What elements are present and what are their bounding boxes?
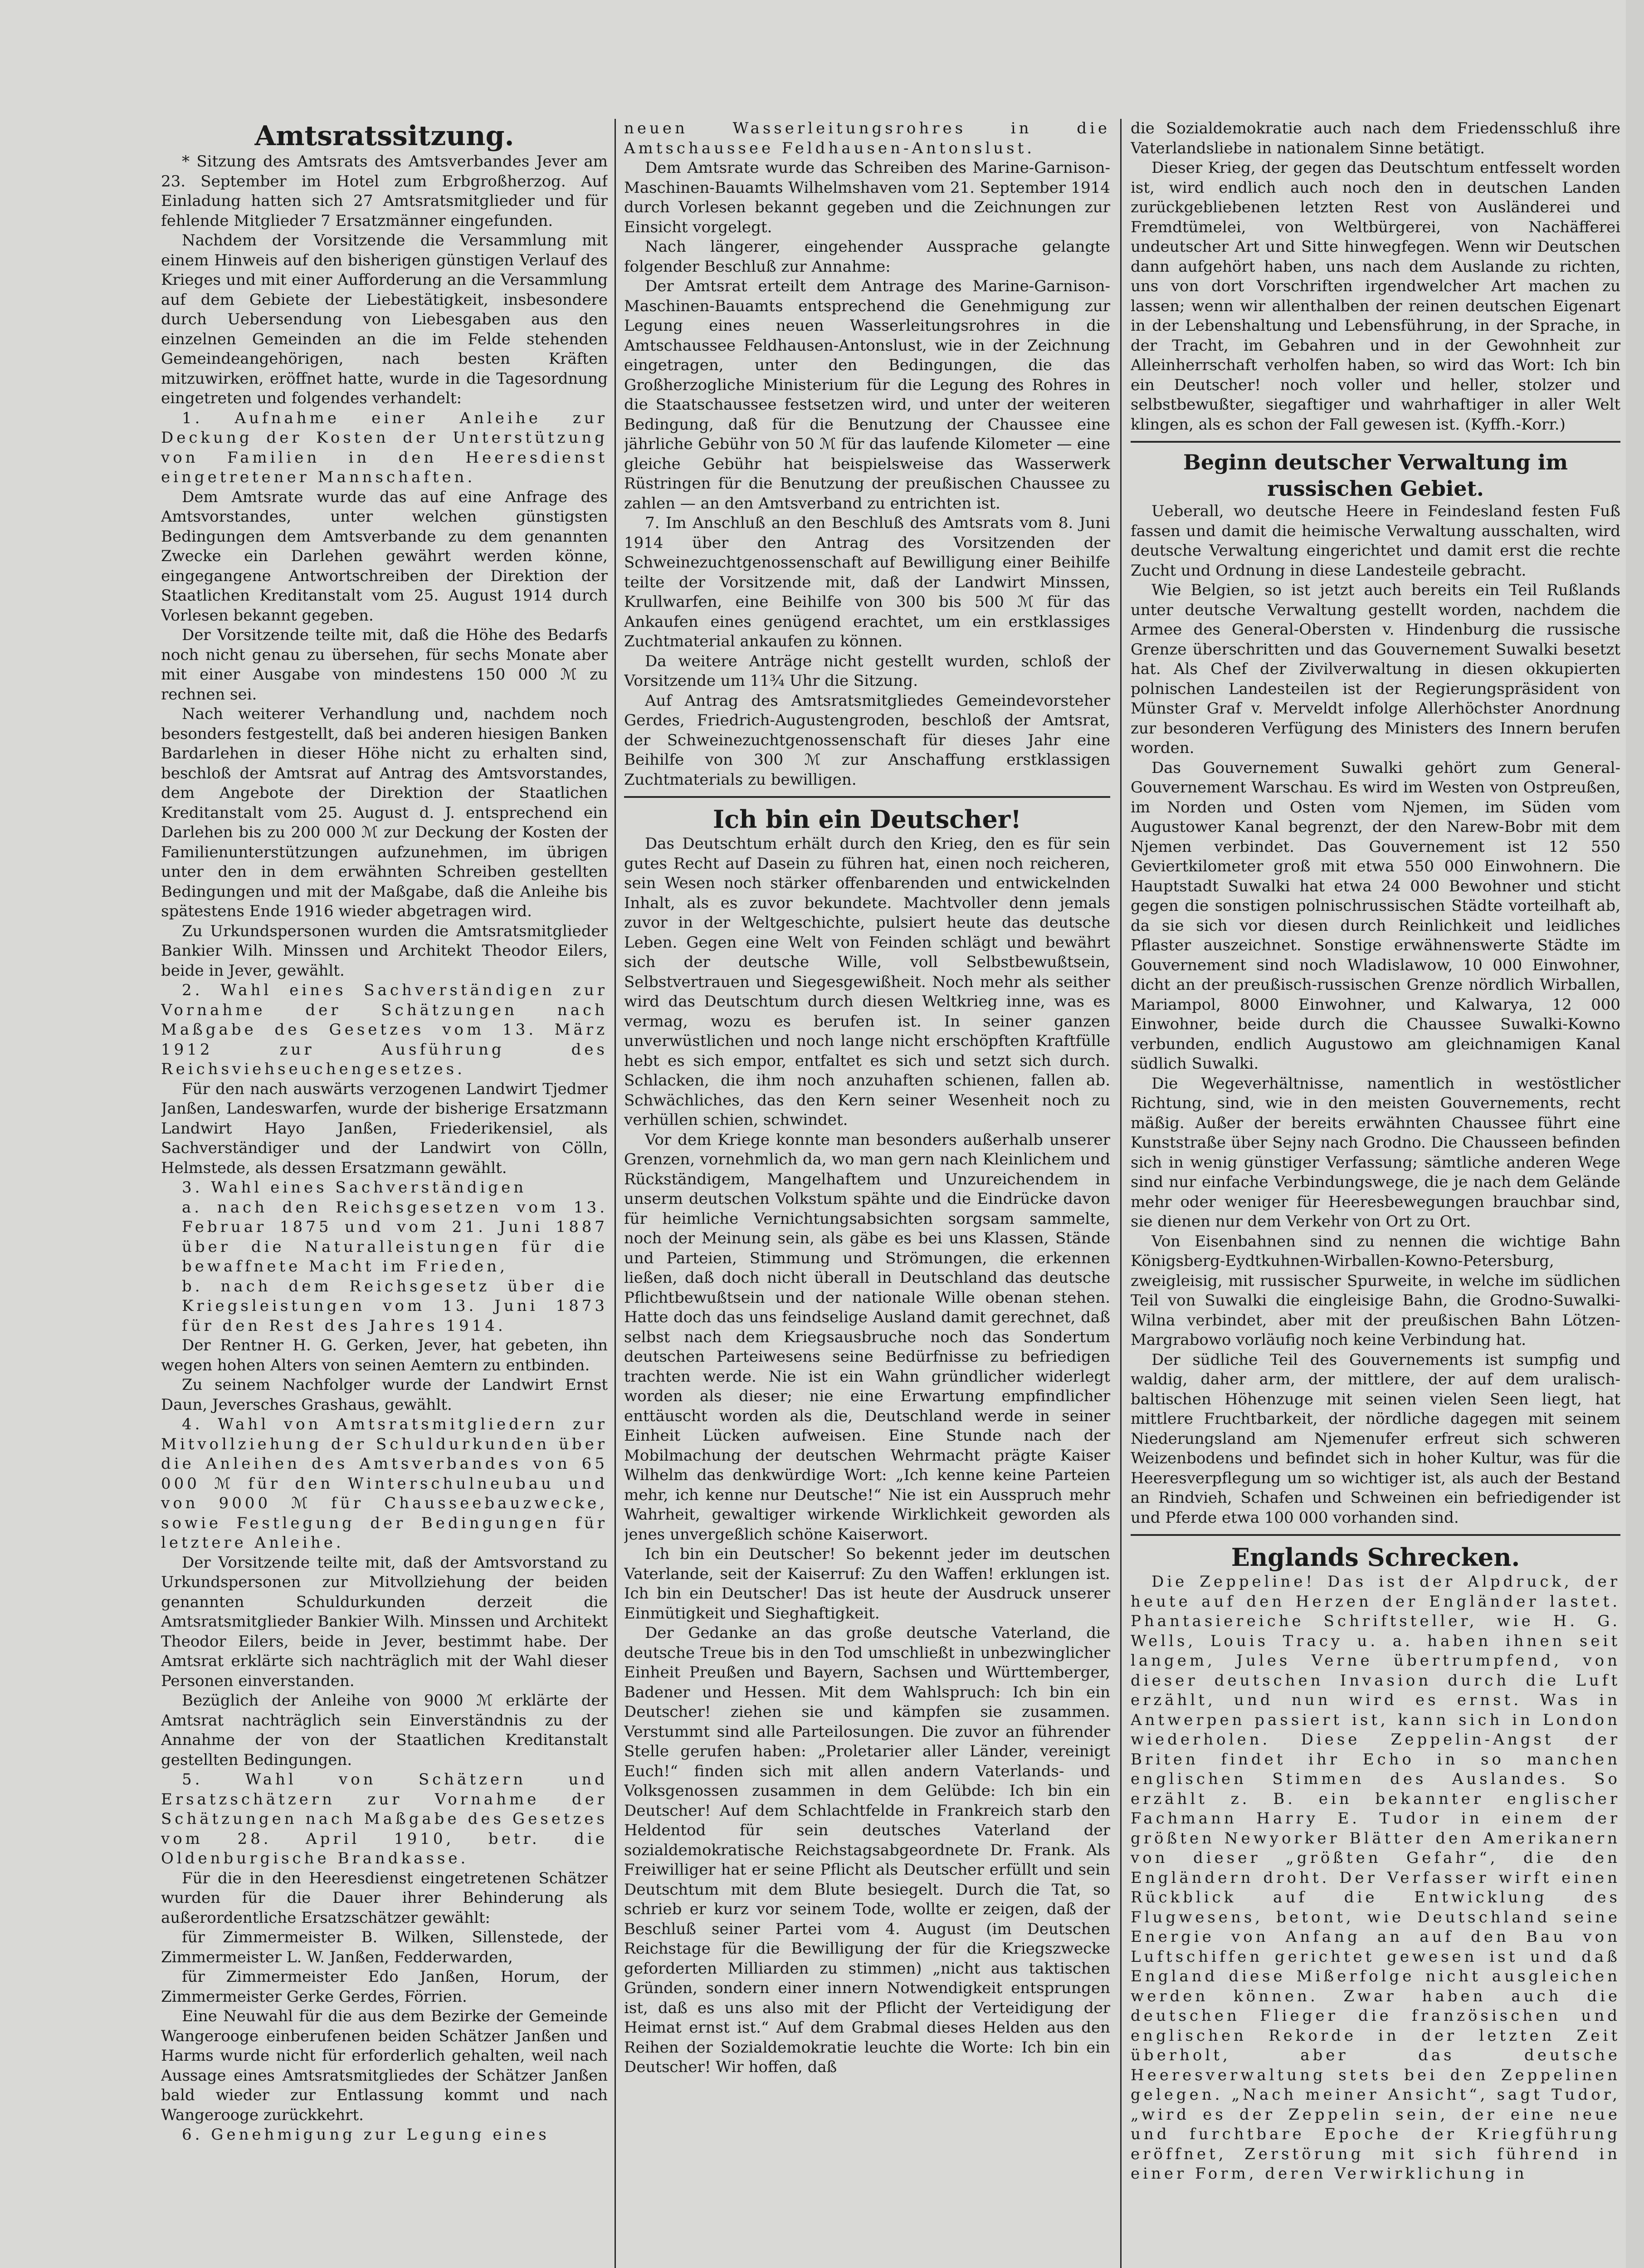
article-title-beginn-deutscher-verwaltung: Beginn deutscher Verwaltung im russischen Gebiet.: [1183, 450, 1568, 501]
paragraph: Wie Belgien, so ist jetzt auch bereits ein Teil Rußlands unter deutsche Verwaltung gestellt worden, nachdem die Armee des General-Obersten v. Hindenburg die russische Grenze überschritten und das Gouvernement Suwalki besetzt hat. Als Chef der Zivilverwaltung in diesen okkupierten polnischen Landesteilen ist der Regierungspräsident von Münster Graf v. Merveldt infolge Allerhöchster Anordnung zur besonderen Verfügung des Ministers des Innern berufen worden.: [1131, 581, 1620, 757]
paragraph: Für den nach auswärts verzogenen Landwirt Tjedmer Janßen, Landeswarfen, wurde der bisherige Ersatzmann Landwirt Hayo Janßen, Friederikensiel, als Sachverständiger und der Landwirt von Cölln, Helmstede, als dessen Ersatzmann gewählt.: [161, 1080, 608, 1177]
paragraph: Auf Antrag des Amtsratsmitgliedes Gemeindevorsteher Gerdes, Friedrich-Augustengroden, beschloß der Amtsrat, der Schweinezuchtgenossenschaft für dieses Jahr eine Beihilfe von 300 ℳ zur Anschaffung erstklassigen Zuchtmaterials zu bewilligen.: [624, 691, 1110, 789]
paragraph: Der Vorsitzende teilte mit, daß der Amtsvorstand zu Urkundspersonen zur Mitvollziehung der beiden genannten Schuldurkunden derzeit die Amtsratsmitglieder Bankier Wilh. Minssen und Architekt Theodor Eilers, beide in Jever, bestimmt habe. Der Amtsrat erklärte sich nachträglich mit der Wahl dieser Personen einverstanden.: [161, 1553, 608, 1690]
paragraph: Das Deutschtum erhält durch den Krieg, den es für sein gutes Recht auf Dasein zu führen hat, einen noch reicheren, sein Wesen noch stärker offenbarenden und entwickelnden Inhalt, als es zuvor bekundete. Machtvoller denn jemals zuvor in der Weltgeschichte, pulsiert heute das deutsche Leben. Gegen eine Welt von Feinden schlägt und bewährt sich der deutsche Wille, voll Selbstbewußtsein, Selbstvertrauen und Siegesgewißheit. Noch mehr als seither wird das Deutschtum durch diesen Weltkrieg inne, was es vermag, wozu es berufen ist. In seiner ganzen unverwüstlichen und noch lange nicht erschöpften Kraftfülle hebt es sich empor, entfaltet es sich und setzt sich durch. Schlacken, die ihm noch anzuhaften schienen, fallen ab. Schwächliches, das den Kern seiner Wesenheit noch zu verhüllen schien, schwindet.: [624, 835, 1110, 1129]
paragraph: Dieser Krieg, der gegen das Deutschtum entfesselt worden ist, wird endlich auch noch den in deutschen Landen zurückgebliebenen letzten Rest von Ausländerei und Fremdtümelei, von Weltbürgerei, von Nachäfferei undeutscher Art und Sitte hinwegfegen. Wenn wir Deutschen dann aufgehört haben, uns nach dem Auslande zu richten, uns von dort Vorschriften irgendwelcher Art machen zu lassen; wenn wir allenthalben der reinen deutschen Eigenart in der Lebenshaltung und Lebensführung, in der Sprache, in der Tracht, im Gebahren und in der Gewohnheit zur Alleinherrschaft verholfen haben, so wird das Wort: Ich bin ein Deutscher! noch voller und heller, stolzer und selbstbewußter, siegaftiger und wahrhaftiger in aller Welt klingen, als es schon der Fall gewesen ist. (Kyffh.-Korr.): [1131, 159, 1620, 434]
article-title-ich-bin-ein-deutscher: Ich bin ein Deutscher!: [713, 805, 1021, 834]
paragraph: Von Eisenbahnen sind zu nennen die wichtige Bahn Königsberg-Eydtkuhnen-Wirballen-Kowno-Petersburg, zweigleisig, mit russischer Spurweite, in welche im südlichen Teil von Suwalki die eingleisige Bahn, die Grodno-Suwalki-Wilna verbindet, aber mit der preußischen Bahn Lötzen-Margrabowo vorläufig noch keine Verbindung hat.: [1131, 1232, 1620, 1349]
paragraph: neuen Wasserleitungsrohres in die Amtschaussee Feldhausen-Antonslust.: [624, 119, 1110, 157]
column-2: [624, 119, 1110, 2268]
column-divider: [615, 119, 616, 2268]
article-title-englands-schrecken: Englands Schrecken.: [1231, 1543, 1520, 1572]
paragraph: Nachdem der Vorsitzende die Versammlung mit einem Hinweis auf den bisherigen günstigen Verlauf des Krieges und mit einer Aufforderung an die Versammlung auf dem Gebiete der Liebestätigkeit, insbesondere durch Uebersendung von Liebesgaben aus den einzelnen Gemeinden an die im Felde stehenden Gemeindeangehörigen, nach besten Kräften mitzuwirken, eröffnet hatte, wurde in die Tagesordnung eingetreten und folgendes verhandelt:: [161, 231, 608, 407]
paragraph: Zu seinem Nachfolger wurde der Landwirt Ernst Daun, Jeversches Grashaus, gewählt.: [161, 1376, 608, 1414]
paragraph: Nach längerer, eingehender Aussprache gelangte folgender Beschluß zur Annahme:: [624, 238, 1110, 276]
paragraph: 4. Wahl von Amtsratsmitgliedern zur Mitvollziehung der Schuldurkunden über die Anleihen des Amtsverbandes von 65 000 ℳ für den Winterschulneubau und von 9000 ℳ für Chausseebauzwecke, sowie Festlegung der Bedingungen für letztere Anleihe.: [161, 1415, 608, 1552]
paragraph: Eine Neuwahl für die aus dem Bezirke der Gemeinde Wangerooge einberufenen beiden Schätzer Janßen und Harms wurde nicht für erforderlich gehalten, weil nach Aussage eines Amtsratsmitgliedes der Schätzer Janßen bald wieder zur Entlassung kommt und nach Wangerooge zurückkehrt.: [161, 2007, 608, 2124]
paragraph: Dem Amtsrate wurde das Schreiben des Marine-Garnison-Maschinen-Bauamts Wilhelmshaven vom 21. September 1914 durch Vorlesen bekannt gegeben und die Zeichnungen zur Einsicht vorgelegt.: [624, 159, 1110, 236]
paragraph: 6. Genehmigung zur Legung eines: [182, 2126, 550, 2144]
paragraph: 5. Wahl von Schätzern und Ersatzschätzern zur Vornahme der Schätzungen nach Maßgabe des Gesetzes vom 28. April 1910, betr. die Oldenburgische Brandkasse.: [161, 1770, 608, 1867]
paragraph: Ueberall, wo deutsche Heere in Feindesland festen Fuß fassen und damit die heimische Verwaltung ausschalten, wird deutsche Verwaltung eingerichtet und damit erst die rechte Zucht und Ordnung in diese Landesteile gebracht.: [1131, 502, 1620, 580]
paragraph: Die Zeppeline! Das ist der Alpdruck, der heute auf den Herzen der Engländer lastet. Phantasiereiche Schriftsteller, wie H. G. Wells, Louis Tracy u. a. haben ihnen seit langem, Jules Verne übertrumpfend, von dieser deutschen Invasion durch die Luft erzählt, und nun wird es ernst. Was in Antwerpen passiert ist, kann sich in London wiederholen. Diese Zeppelin-Angst der Briten findet ihr Echo in so manchen englischen Stimmen des Auslandes. So erzählt z. B. ein bekannter englischer Fachmann Harry E. Tudor in einem der größten Newyorker Blätter den Amerikanern von dieser „größten Gefahr“, die den Engländern droht. Der Verfasser wirft einen Rückblick auf die Entwicklung des Flugwesens, betont, wie Deutschland seine Energie von Anfang an auf den Bau von Luftschiffen gerichtet gewesen ist und daß England diese Mißerfolge nicht ausgleichen werden können. Zwar haben auch die deutschen Flieger die französischen und englischen Rekorde in der letzten Zeit überholt, aber das deutsche Heeresverwaltung stets bei den Zeppelinen gelegen. „Nach meiner Ansicht“, sagt Tudor, „wird es der Zeppelin sein, der eine neue und furchtbare Epoche der Kriegführung eröffnet, Zerstörung mit sich führend in einer Form, deren Verwirklichung in: [1131, 1573, 1620, 2183]
paragraph: Die Wegeverhältnisse, namentlich in westöstlicher Richtung, sind, wie in den meisten Gouvernements, recht mäßig. Außer der bereits erwähnten Chaussee führt eine Kunststraße über Sejny nach Grodno. Die Chausseen befinden sich in wenig günstiger Verfassung; sämtliche anderen Wege sind nur einfache Verbindungswege, die je nach dem Gelände mehr oder weniger für Heeresbewegungen brauchbar sind, sie dienen nur dem Verkehr von Ort zu Ort.: [1131, 1074, 1620, 1231]
paragraph: Zu Urkundspersonen wurden die Amtsratsmitglieder Bankier Wilh. Minssen und Architekt Theodor Eilers, beide in Jever, gewählt.: [161, 922, 608, 980]
paragraph: Bezüglich der Anleihe von 9000 ℳ erklärte der Amtsrat nachträglich sein Einverständnis zu der Annahme der von der Staatlichen Kreditanstalt gestellten Bedingungen.: [161, 1691, 608, 1769]
paragraph: 2. Wahl eines Sachverständigen zur Vornahme der Schätzungen nach Maßgabe des Gesetzes vom 13. März 1912 zur Ausführung des Reichsviehseuchengesetzes.: [161, 981, 608, 1078]
column-divider: [1120, 119, 1122, 2268]
paragraph: 1. Aufnahme einer Anleihe zur Deckung der Kosten der Unterstützung von Familien in den Heeresdienst eingetretener Mannschaften.: [161, 409, 608, 486]
paragraph: die Sozialdemokratie auch nach dem Friedensschluß ihre Vaterlandsliebe in nationalem Sinne betätigt.: [1131, 119, 1620, 157]
column-3: [1131, 119, 1620, 2268]
article-title-amtsratssitzung: Amtsratssitzung.: [254, 120, 514, 152]
paragraph: Dem Amtsrate wurde das auf eine Anfrage des Amtsvorstandes, unter welchen günstigsten Bedingungen dem Amtsverbande zu dem genannten Zwecke ein Darlehen gewährt werden könne, eingegangene Antwortschreiben der Direktion der Staatlichen Kreditanstalt vom 25. August 1914 durch Vorlesen bekannt gegeben.: [161, 488, 608, 625]
paragraph: 3. Wahl eines Sachverständigen: [182, 1178, 527, 1197]
paragraph: Ich bin ein Deutscher! So bekennt jeder im deutschen Vaterlande, seit der Kaiserruf: Zu den Waffen! erklungen ist. Ich bin ein Deutscher! Das ist heute der Ausdruck unserer Einmütigkeit und Sieghaftigkeit.: [624, 1545, 1110, 1623]
section-rule: [1131, 1534, 1620, 1536]
paragraph: Das Gouvernement Suwalki gehört zum General-Gouvernement Warschau. Es wird im Westen von Ostpreußen, im Norden und Osten vom Njemen, im Süden vom Augustower Kanal begrenzt, der den Narew-Bobr mit dem Njemen verbindet. Das Gouvernement ist 12 550 Geviertkilometer groß mit etwa 550 000 Einwohnern. Die Hauptstadt Suwalki hat etwa 24 000 Bewohner und sticht gegen die sonstigen polnischrussischen Städte vorteilhaft ab, da sie sich vor diesen durch Reinlichkeit und leidliches Pflaster auszeichnet. Sonstige erwähnenswerte Städte im Gouvernement sind noch Wladislawow, 10 000 Einwohner, dicht an der preußisch-russischen Grenze nördlich Wirballen, Mariampol, 8000 Einwohner, und Kalwarya, 12 000 Einwohner, beide durch die Chaussee Suwalki-Kowno verbunden, endlich Augustowo am gleichnamigen Kanal südlich Suwalki.: [1131, 758, 1620, 1073]
section-rule: [624, 796, 1110, 798]
paragraph: Da weitere Anträge nicht gestellt wurden, schloß der Vorsitzende um 11¾ Uhr die Sitzung.: [624, 652, 1110, 690]
paragraph: Der Gedanke an das große deutsche Vaterland, die deutsche Treue bis in den Tod umschließt in unbezwinglicher Einheit Preußen und Bayern, Sachsen und Württemberger, Badener und Hessen. Mit dem Wahlspruch: Ich bin ein Deutscher! ziehen sie und kämpfen sie zusammen. Verstummt sind alle Parteilosungen. Die zuvor an führender Stelle gerufen haben: „Proletarier aller Länder, vereinigt Euch!“ finden sich mit allen andern Vaterlands- und Volksgenossen zusammen in dem Gelübde: Ich bin ein Deutscher! Auf dem Schlachtfelde in Frankreich starb den Heldentod für sein deutsches Vaterland der sozialdemokratische Reichstagsabgeordnete Dr. Frank. Als Freiwilliger hat er seine Pflicht als Deutscher erfüllt und sein Deutschtum mit dem Blute besiegelt. Durch die Tat, so schrieb er kurz vor seinem Tode, wollte er zeigen, daß der Beschluß seiner Partei vom 4. August (im Deutschen Reichstage für die Bewilligung der für die Kriegszwecke geforderten Milliarden zu stimmen) „nicht aus taktischen Gründen, sondern einer innern Notwendigkeit entsprungen ist, daß es uns also mit der Pflicht der Verteidigung der Heimat ernst ist.“ Auf dem Grabmal dieses Helden aus den Reihen der Sozialdemokratie leuchte die Worte: Ich bin ein Deutscher! Wir hoffen, daß: [624, 1624, 1110, 2076]
paragraph: Nach weiterer Verhandlung und, nachdem noch besonders festgestellt, daß bei anderen hiesigen Banken Bardarlehen in dieser Höhe nicht zu erhalten sind, beschloß der Amtsrat auf Antrag des Amtsvorstandes, dem Angebote der Direktion der Staatlichen Kreditanstalt vom 25. August d. J. entsprechend ein Darlehen bis zu 200 000 ℳ zur Deckung der Kosten der Familienunterstützungen aufzunehmen, im übrigen unter den in dem erwähnten Schreiben gestellten Bedingungen und mit der Maßgabe, daß die Anleihe bis spätestens Ende 1916 wieder abgetragen wird.: [161, 705, 608, 920]
paragraph: Der Rentner H. G. Gerken, Jever, hat gebeten, ihn wegen hohen Alters von seinen Aemtern zu entbinden.: [161, 1336, 608, 1374]
paragraph: Der südliche Teil des Gouvernements ist sumpfig und waldig, daher arm, der mittlere, der auf dem uralisch-baltischen Höhenzuge mit seinen vielen Seen liegt, hat mittlere Fruchtbarkeit, der nördliche dagegen mit seinem Niederungsland am Njemenufer erfreut sich schweren Weizenbodens und befindet sich in hoher Kultur, was für die Heeresverpflegung um so wichtiger ist, als auch der Bestand an Rindvieh, Schafen und Schweinen ein befriedigender ist und Pferde etwa 100 000 vorhanden sind.: [1131, 1350, 1620, 1527]
paragraph: Der Vorsitzende teilte mit, daß die Höhe des Bedarfs noch nicht genau zu übersehen, für sechs Monate aber mit einer Ausgabe von mindestens 150 000 ℳ zu rechnen sei.: [161, 626, 608, 704]
paragraph: 7. Im Anschluß an den Beschluß des Amtsrats vom 8. Juni 1914 über den Antrag des Vorsitzenden der Schweinezuchtgenossenschaft auf Bewilligung einer Beihilfe teilte der Vorsitzende mit, daß der Landwirt Minssen, Krullwarfen, eine Beihilfe von 300 bis 500 ℳ für das Ankaufen eines genügend erachtet, um ein erstklassiges Zuchtmaterial ankaufen zu können.: [624, 514, 1110, 650]
page-edge: [1626, 0, 1644, 2268]
paragraph: a. nach den Reichsgesetzen vom 13. Februar 1875 und vom 21. Juni 1887 über die Naturalleistungen für die bewaffnete Macht im Frieden,: [182, 1198, 608, 1276]
paragraph: für Zimmermeister Edo Janßen, Horum, der Zimmermeister Gerke Gerdes, Förrien.: [161, 1968, 608, 2006]
paragraph: Vor dem Kriege konnte man besonders außerhalb unserer Grenzen, vornehmlich da, wo man gern nach Kleinlichem und Rückständigem, Mangelhaftem und Unzureichendem in unserm deutschen Volkstum spähte und die Eindrücke davon für heimliche Vernichtungsabsichten sorgsam sammelte, noch der Meinung sein, als gäbe es bei uns Klassen, Stände und Parteien, Stimmung und Strömungen, die erkennen ließen, daß doch nicht überall in Deutschland das deutsche Pflichtbewußtsein und der nationale Wille obenan stehen. Hatte doch das uns feindselige Ausland damit gerechnet, daß selbst nach dem Kriegsausbruche noch das Sondertum deutschen Parteiwesens seine Bedürfnisse zu befriedigen trachten werde. Nie ist ein Wahn gründlicher widerlegt worden als dieser; nie eine Erwartung empfindlicher enttäuscht worden als die, Deutschland werde in seiner Einheit Lücken aufweisen. Eine Stunde nach der Mobilmachung der deutschen Wehrmacht prägte Kaiser Wilhelm das denkwürdige Wort: „Ich kenne keine Parteien mehr, ich kenne nur Deutsche!“ Nie ist ein Ausspruch mehr Wahrheit, gewaltiger wirkende Wirklichkeit geworden als jenes unvergeßlich schöne Kaiserwort.: [624, 1130, 1110, 1544]
paragraph: für Zimmermeister B. Wilken, Sillenstede, der Zimmermeister L. W. Janßen, Fedderwarden,: [161, 1928, 608, 1966]
column-1: [161, 120, 608, 2252]
paragraph: b. nach dem Reichsgesetz über die Kriegsleistungen vom 13. Juni 1873 für den Rest des Jahres 1914.: [182, 1277, 608, 1335]
paragraph: * Sitzung des Amtsrats des Amtsverbandes Jever am 23. September im Hotel zum Erbgroßherzog. Auf Einladung hatten sich 27 Amtsratsmitglieder und für fehlende Mitglieder 7 Ersatzmänner eingefunden.: [161, 152, 608, 230]
section-rule: [1131, 441, 1620, 443]
paragraph: Für die in den Heeresdienst eingetretenen Schätzer wurden für die Dauer ihrer Behinderung als außerordentliche Ersatzschätzer gewählt:: [161, 1869, 608, 1927]
paragraph: Der Amtsrat erteilt dem Antrage des Marine-Garnison-Maschinen-Bauamts entsprechend die Genehmigung zur Legung eines neuen Wasserleitungsrohres in die Amtschaussee Feldhausen-Antonslust, wie in der Zeichnung eingetragen, unter den Bedingungen, die das Großherzogliche Ministerium für die Legung des Rohres in die Staatschaussee festsetzen wird, und unter der weiteren Bedingung, daß für die Benutzung der Chaussee eine jährliche Gebühr von 50 ℳ für das laufende Kilometer — eine gleiche Gebühr hat beispielsweise das Wasserwerk Rüstringen für die Benutzung der preußischen Chaussee zu zahlen — an den Amtsverband zu entrichten ist.: [624, 277, 1110, 513]
